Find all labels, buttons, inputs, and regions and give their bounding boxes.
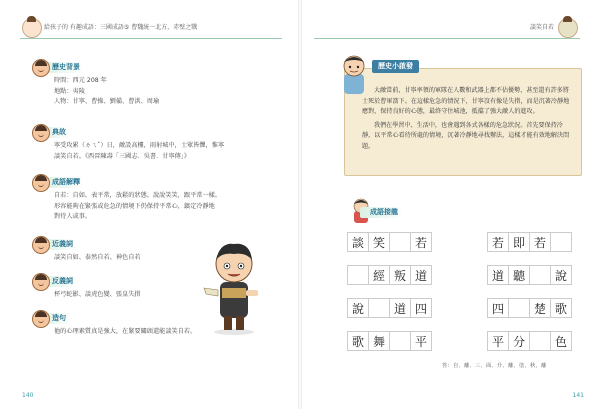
section-label: 造句 [52, 314, 66, 322]
story-paragraph: 大敵當前，甘寧率領的軍隊在人數和武器上都不佔優勢，甚至還有許多將士死於曹軍箭下。在這樣危急的情況下，甘寧沒有像是失措，而是沉著冷靜地應對，保持良好的心態，最終守住城池，抵擋了強大敵人的進攻。 [362, 87, 570, 115]
section-antonyms [40, 268, 200, 301]
body-line: 對待人或事。 [54, 213, 92, 220]
section-label: 歷史背景 [52, 63, 80, 71]
section-synonyms [40, 231, 200, 264]
grid-cell: 即 [508, 232, 530, 252]
grid-row [488, 331, 572, 351]
section-explanation [40, 169, 276, 223]
cartoon-character-illustration [200, 232, 268, 336]
character-icon [32, 174, 50, 192]
grid-cell: 道 [487, 265, 509, 285]
body-line: 形容能夠在緊張或危急的情境下仍保持平常心，鎮定冷靜地 [54, 202, 215, 210]
story-title: 歷史小啟發 [372, 60, 419, 73]
answer-key: 答：自、離、三、面、升、離、塗、秋、離 [442, 363, 547, 369]
section-label: 成語解釋 [52, 178, 80, 186]
avatar-icon [558, 18, 578, 38]
grid-cell: 道 [410, 265, 432, 285]
section-origin [40, 119, 276, 162]
grid-cell: 說 [347, 298, 369, 318]
grid-cell: 平 [487, 331, 509, 351]
grid-cell: 笑 [368, 232, 390, 252]
grid-row [488, 265, 572, 285]
grid-cell-blank[interactable] [389, 232, 411, 252]
body-line: 地點：夷陵 [54, 87, 85, 95]
body-line: 自若：自如。表平常，放鬆的狀態。說說笑笑，跟平常一樣。 [54, 192, 222, 199]
page-number: 140 [22, 392, 34, 399]
grid-cell: 經 [368, 265, 390, 285]
grid-cell: 道 [389, 298, 411, 318]
left-header [20, 18, 282, 39]
idiom-relay-title: 成語接龍 [360, 207, 404, 218]
right-page [300, 0, 600, 409]
grid-row [488, 232, 572, 252]
grid-cell-blank[interactable] [529, 265, 551, 285]
grid-row [488, 298, 572, 318]
grid-cell: 分 [508, 331, 530, 351]
character-icon [32, 236, 50, 254]
grid-cell: 若 [410, 232, 432, 252]
grid-row [348, 265, 432, 285]
page-number: 141 [572, 392, 584, 399]
history-insight-box [344, 60, 580, 176]
grid-cell: 舞 [368, 331, 390, 351]
grid-cell: 說 [550, 265, 572, 285]
grid-cell: 若 [487, 232, 509, 252]
grid-row [348, 298, 432, 318]
grid-cell: 色 [550, 331, 572, 351]
grid-cell: 歌 [550, 298, 572, 318]
grid-cell: 談 [347, 232, 369, 252]
right-header-text: 談笑自若 [529, 24, 554, 31]
character-icon [32, 124, 50, 142]
character-icon [32, 273, 50, 291]
grid-row [348, 331, 432, 351]
character-icon [32, 310, 50, 328]
grid-cell-blank[interactable] [508, 298, 530, 318]
grid-cell: 歌 [347, 331, 369, 351]
character-icon [32, 59, 50, 77]
grid-cell-blank[interactable] [529, 331, 551, 351]
grid-cell: 楚 [529, 298, 551, 318]
left-header-text: 給孩子的 有趣成語：三國成語⑤ 曹魏統一北方、赤壁之戰 [44, 24, 198, 31]
body-line: 時間：西元 208 年 [54, 77, 107, 84]
grid-cell-blank[interactable] [347, 265, 369, 285]
grid-cell-blank[interactable] [389, 331, 411, 351]
right-header [314, 18, 580, 39]
grid-cell: 若 [529, 232, 551, 252]
body-line: 談笑自若。《西晉陳壽「三國志．吳書．甘寧傳」》 [54, 152, 191, 160]
grid-cell: 平 [410, 331, 432, 351]
idiom-relay-grid [348, 232, 584, 352]
body-line: 談笑自如、泰然自若、神色自若 [54, 254, 141, 261]
body-line: 寧受攻累（ㄌㄟˇ）日，敵設高樓，雨射城中，士眾皆懼，惟寧 [54, 142, 225, 149]
grid-row [348, 232, 432, 252]
grid-cell-blank[interactable] [550, 232, 572, 252]
grid-cell: 叛 [389, 265, 411, 285]
body-line: 他的心理素質真是強大，在緊要關頭還能談笑自若。 [54, 328, 197, 335]
body-line: 杯弓蛇影、談虎色變、張皇失措 [54, 291, 141, 298]
grid-cell: 四 [410, 298, 432, 318]
grid-cell-blank[interactable] [368, 298, 390, 318]
avatar-icon [22, 18, 42, 38]
story-paragraph: 我們在學習中、生活中，也會遇到各式各樣的危急狀況。首先要保持冷靜，以平常心看待所處的情境，沉著冷靜地尋找辦法，這樣才能有效地解決問題。 [362, 121, 570, 150]
grid-cell: 聽 [508, 265, 530, 285]
body-line: 人物：甘寧、曹操、劉備、曹洪、周瑜 [54, 98, 160, 105]
grid-cell: 四 [487, 298, 509, 318]
section-history-background [40, 54, 276, 108]
section-label: 典故 [52, 128, 66, 136]
section-label: 近義詞 [52, 240, 73, 248]
section-label: 反義詞 [52, 277, 73, 285]
